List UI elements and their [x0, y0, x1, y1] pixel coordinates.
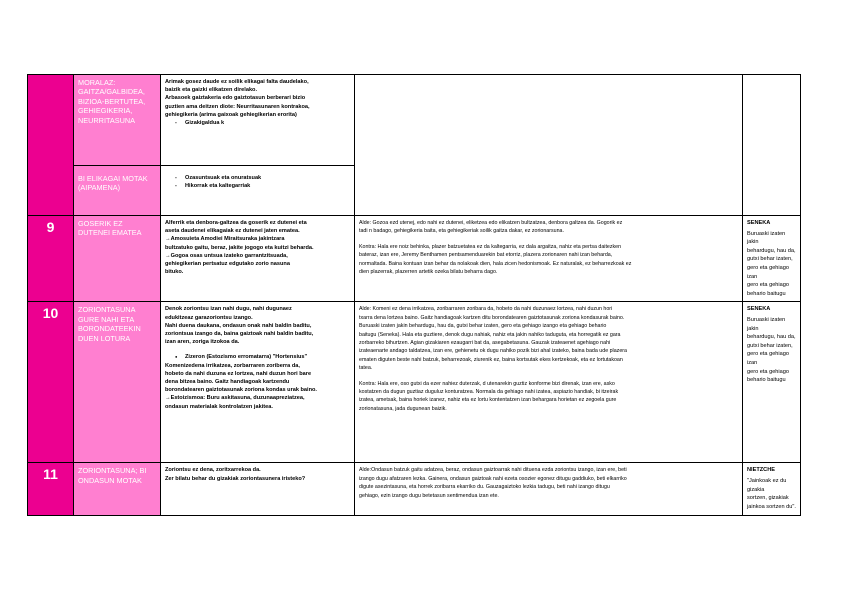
argument-line: txarra dena lortzea baino. Gaitz handiagoak kartzen ditu borondatearen gaiztotasunak zoriona kondasurak baino.: [359, 314, 625, 321]
theme-cell: [74, 302, 161, 463]
quote-line: Buruaski izaten jakin: [747, 230, 786, 246]
quote-line: sortzen, gizakiak: [747, 495, 789, 502]
bullet-item: - Hikorrak eta kaltegarriak: [165, 182, 350, 190]
theme-cell: [74, 463, 161, 516]
content-line: Zer bilatu behar du gizakiak zoriontasunera iristeko?: [165, 475, 306, 482]
quote-line: gero eta gehiago izan: [747, 264, 789, 280]
table-row: [28, 216, 801, 302]
argument-line: tatea.: [359, 365, 373, 372]
argument-line: baitugu (Seneka). Hala eta guztiere, denok dugu nahiak, nahiz eta jakin nahiko taduguta, eta horregatik ez gara: [359, 331, 621, 338]
content-line: edukitzeaz garazoriontsu izango.: [165, 314, 253, 321]
argument-line: dien plazerrak, plazerren artetik ozeka bilatu beharra dago.: [359, 269, 498, 276]
argument-line: izateaenarte andago taldatzea, izan ere, gehienetu ok dugu nahiko pozik bizi ahal izateko, baina bada ude plazera: [359, 348, 627, 355]
content-line: Arimak gosez daude ez soilik elikagai falta daudelako,: [165, 79, 309, 85]
table-row: [28, 75, 801, 166]
bullet-item: - Gizakigaldua k: [165, 119, 350, 127]
author-cell: [743, 75, 801, 216]
argument-line: bateraz, izan ere, Jeremy Benthamen pentsamenduarekin bat etorriz, plazera zorionaren nahi izan beharda,: [359, 252, 613, 259]
theme-label: ZORIONTASUNA GURE NAHI ETA BORONDATEEKIN DUEN LOTURA: [78, 305, 141, 343]
row-number: 11: [43, 466, 58, 483]
content-line: guztien ama deitzen diote: Neurritasunaren kontrakoa,: [165, 103, 310, 110]
row-number-cell: [28, 216, 74, 302]
author-name: SENEKA: [747, 306, 771, 313]
quote-line: gutxi behar izaten,: [747, 256, 793, 263]
argument-line: tadi n badago, gehiegikeria baita, eta gehiegikeriak soilik gaitza dakar, ez zorionarsuna.: [359, 228, 564, 235]
content-line: bituko.: [165, 269, 184, 276]
content-line: →Amosuieta Amodiei Miraitsuraka jakintzara: [165, 236, 285, 243]
content-line: gehiegikerian pertsatuz edgutako zorio nasuna: [165, 261, 290, 268]
content-line: baizik eta gaizki elikatzen direlako.: [165, 87, 258, 94]
row-number-cell: [28, 75, 74, 216]
quote-line: jainkoa sortzen du".: [747, 503, 796, 510]
quote-line: gero eta gehiago izan: [747, 351, 789, 366]
content-cell: [161, 216, 355, 302]
content-line: izan aren, zoriga itzokoa da.: [165, 339, 240, 346]
content-line: gehiegikeria (arima gaixoak gehiegikerian erorita): [165, 111, 297, 118]
theme-label: MORALAZ: GAITZA/GALBIDEA, BIZIOA-BERTUTEA, GEHIEGIKERIA, NEURRITASUNA: [78, 78, 146, 125]
argument-line: Alde: Komeni ez dena irrikatzea, zoribarraren zoribara da, hobeto da nahi duzunaez lortzea, nahi duzun hori: [359, 306, 613, 313]
quote-line: gero eta gehiago: [747, 368, 789, 375]
content-line: dena bitzea baino. Gaitz handiagoak kartzendu: [165, 378, 290, 385]
quote-line: behardugu, hau da,: [747, 334, 796, 341]
argument-cell: [355, 216, 743, 302]
content-cell: [161, 463, 355, 516]
content-line: Komenizedena irrikatzea, zorbarraren zoriberra da,: [165, 362, 300, 369]
row-number: 9: [46, 219, 55, 235]
table-row: [28, 463, 801, 516]
content-cell: [161, 166, 355, 216]
content-line: borondatearen gaiztotasunak zoriona kondas urak baino.: [165, 387, 317, 394]
content-line: Zoriontsu ez dena, zoritxarrekoa da.: [165, 467, 261, 474]
row-number: 10: [42, 305, 59, 322]
table-row: [28, 302, 801, 463]
bullet-item: - Ozasuntsuak eta onuratsuak: [165, 174, 350, 182]
argument-cell: [355, 302, 743, 463]
argument-line: ematen diguten beste nahi batzuk, beharrezoak, ziurenik ez, baina kortsutak ekes kertzekoak, eta ez lortutakoan: [359, 356, 623, 363]
content-cell: [161, 302, 355, 463]
content-line: Denok zoriontsu izan nahi dugu, nahi dugunaez: [165, 306, 292, 313]
content-line: ondasun materialak kontrolatzen jakitea.: [165, 403, 273, 410]
theme-cell: [74, 166, 161, 216]
argument-cell: [355, 463, 743, 516]
argument-line: Kontra: Hala ere noiz behinka, plazer batzuetatea ez da kaltegarria, ez dala argaitza, nahiz eta pertsa daitezken: [359, 243, 622, 250]
row-number-cell: [28, 463, 74, 516]
quote-line: behario baitugu: [747, 377, 786, 384]
argument-line: kostatzen da dugun guztiaz duguluz konturatzea. Normala da gehiago nahi izatea, aspiazio handiak, bi itzeirak: [359, 389, 619, 395]
argument-line: Kontra: Hala ere, oso gutxi da ezer nahiez duterzak, d utenarekin guztiz konforme bizi direnak, izan ere, asko: [359, 380, 615, 387]
content-line: →Gogoa osas untsua izateko garrantzitsuada,: [165, 252, 288, 259]
content-line: bultzatuko gaitu, beraz, jakite jogogo eta kuitzi beharda.: [165, 244, 314, 251]
theme-label: BI ELIKAGAI MOTAK (AIPAMENA): [78, 174, 148, 193]
author-cell: [743, 216, 801, 302]
argument-line: gehiago, ezin izango dugu betetasun sentimendua izan ete.: [359, 492, 499, 499]
quote-line: gero eta gehiago: [747, 282, 789, 289]
argument-line: Alde: Gozoa ezd utenej, edo nahi ez dutenei, eliketzea edo elikatzen bultzatzea, denbora galtzea da. Gogorik ez: [359, 220, 623, 226]
content-cell: [161, 75, 355, 166]
row-number-cell: [28, 302, 74, 463]
bullet-item: ● Zizeron (Estozismo erromatarra) "Hortensius": [165, 353, 350, 361]
quote-line: Buruaski izaten jakin: [747, 316, 786, 332]
content-line: Alferrik eta denbora-galtzea da goserik ez dutenei eta: [165, 220, 307, 226]
content-line: aseta daudenei elikagaiak ez dutenei jaten ematea.: [165, 228, 300, 235]
argument-line: zorionatasuna, jada dugunean baizik.: [359, 405, 447, 412]
content-line: hobeto da nahi duzuna ez lortzea, nahi duzun hori bare: [165, 370, 312, 377]
theme-label: GOSERIK EZ DUTENEI EMATEA: [78, 219, 142, 238]
content-line: zoriontsua izango da, baina gaiztoak nahi baldin baditu,: [165, 330, 314, 337]
philosophy-table: [27, 74, 801, 516]
quote-line: behario baitugu: [747, 290, 786, 297]
author-cell: [743, 302, 801, 463]
theme-label: ZORIONTASUNA; BI ONDASUN MOTAK: [78, 466, 147, 485]
argument-line: izango dugu afatzaren lezka. Gainera, ondasun gaiztoak nahi ezeta osozier egonez ditugu gaddiuko, beti elkarriko: [359, 475, 627, 482]
quote-line: behardugu, hau da,: [747, 247, 796, 254]
argument-line: normaltada. Baina kontuan izan behar da nolakoak dien, hala zicen hedonismoak. Ez naturalak, ez beharrezkoak ez: [359, 260, 632, 267]
content-line: Nahi duena daukana, ondasun onak nahi baldin baditu,: [165, 322, 312, 329]
author-name: SENEKA: [747, 220, 771, 226]
theme-cell: [74, 75, 161, 166]
argument-cell: [355, 75, 743, 216]
argument-line: zorbarreko bihurtzen. Agian gizakiaren ezaugarri bat da, asegabetasuna. Gauzak izateaenet agehiago nahi: [359, 339, 611, 346]
quote-line: gutxi behar izaten,: [747, 342, 793, 349]
content-line: →Estoizismoa: Buru askitasuna, duzunaapreziatzea,: [165, 395, 305, 402]
argument-line: Buruaski izaten jakin behardugu, hau da, gutxi behar izaten, gero eta gehiago izango eta gehiago behario: [359, 323, 607, 330]
content-line: Arbasoek gaiztakeria edo gaiztotasun berberari bizio: [165, 95, 306, 102]
author-cell: [743, 463, 801, 516]
argument-line: izatea, ametsak, baina horiek izanez, nahiz eta ez lortu kontentatzen izan behargara horietan ez zegoela gure: [359, 397, 617, 404]
theme-cell: [74, 216, 161, 302]
author-name: NIETZCHE: [747, 467, 775, 474]
argument-line: Alde:Ondasun batzuk gaitu adatzea, beraz, ondasun gaiztoarrak nahi dituena ezda zoriontsu izango, izan ere, beti: [359, 467, 627, 474]
quote-line: "Jainkoak ez du gizakia: [747, 477, 787, 493]
argument-line: digute asezintasuna, eta horrek zoribarra ekarriko du. Gauzagaiztoko lezkia tadugu, beti nahi izango ditugu: [359, 484, 610, 491]
